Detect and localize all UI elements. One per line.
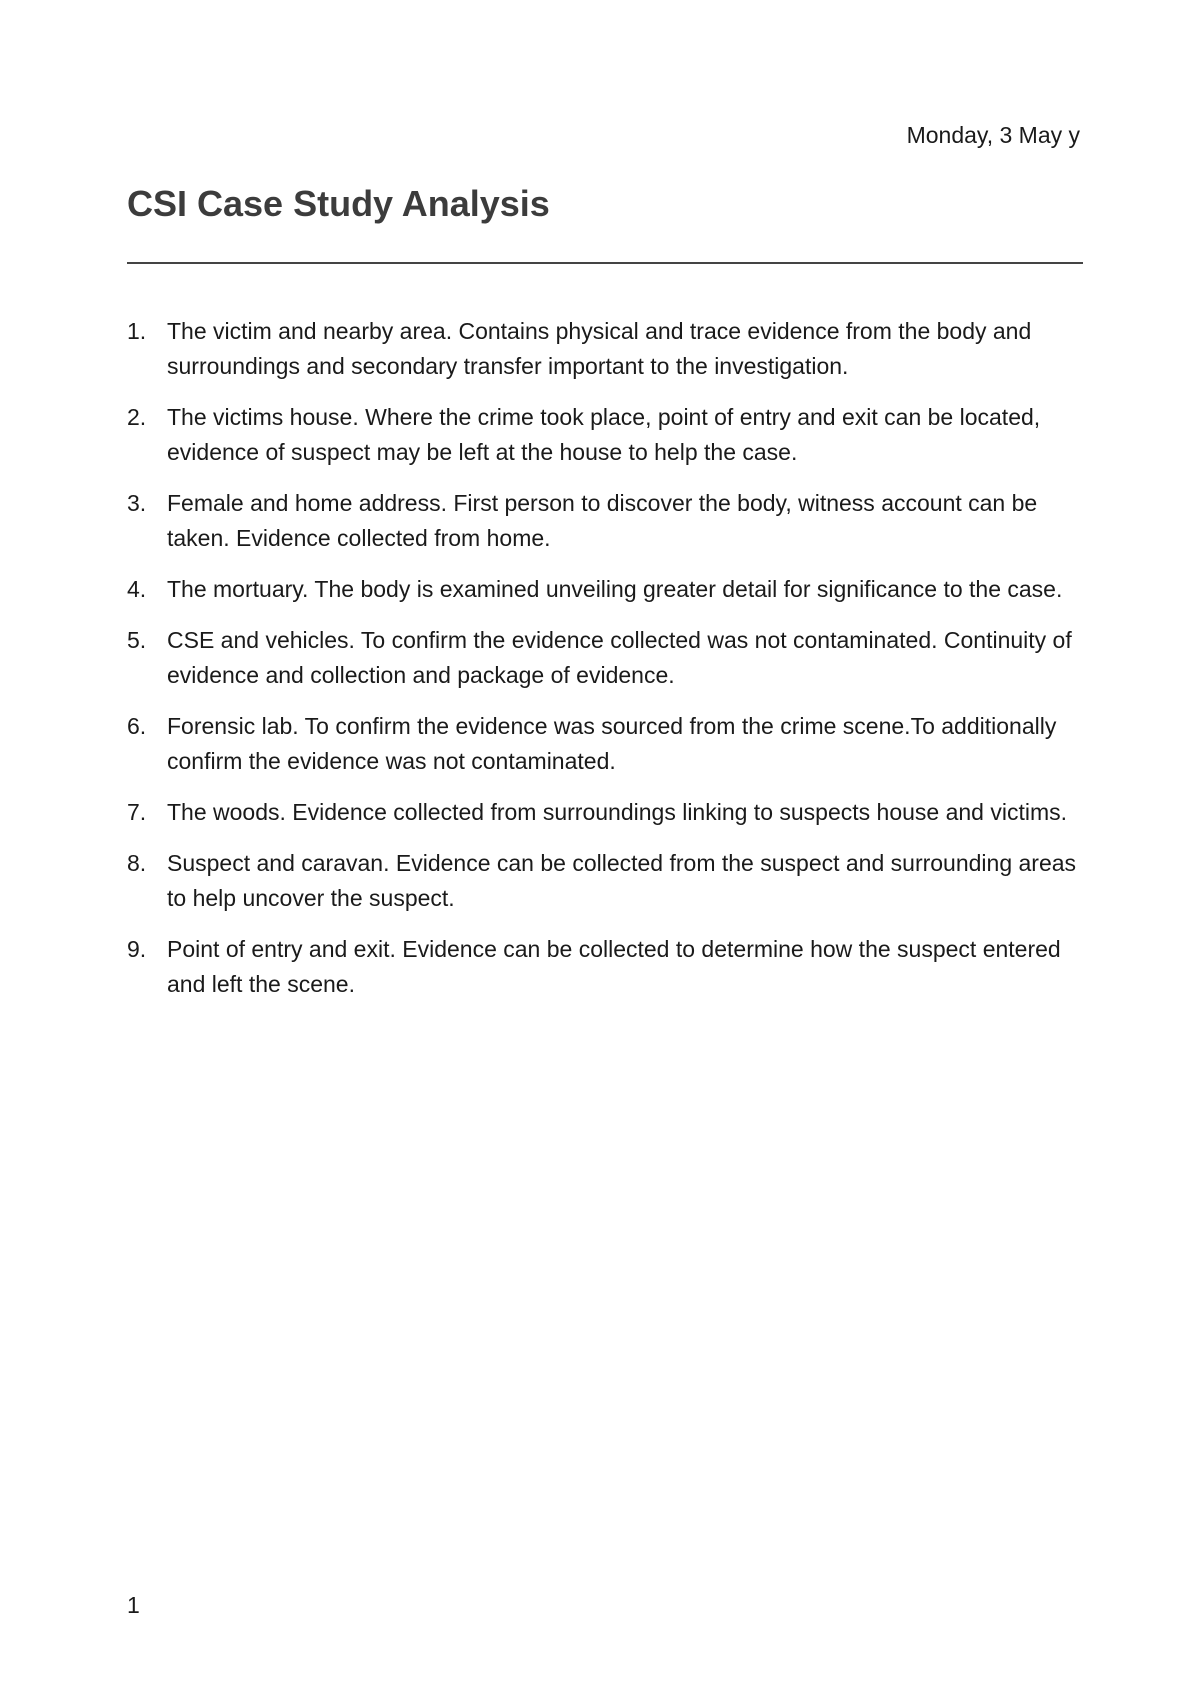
list-item-number: 2. [127,404,147,430]
document-title: CSI Case Study Analysis [127,183,550,224]
list-item [127,400,1087,470]
list-item-text: The woods. Evidence collected from surroundings linking to suspects house and victims. [167,799,1068,825]
list-item-text: The victim and nearby area. Contains physical and trace evidence from the body and surroundings and secondary transfer important to the investigation. [167,318,1032,379]
list-item [127,846,1087,916]
list-item-text: Point of entry and exit. Evidence can be collected to determine how the suspect entered and left the scene. [167,936,1061,997]
list-item-number: 6. [127,713,147,739]
list-item [127,314,1087,384]
list-item-number: 4. [127,576,147,602]
list-item-number: 9. [127,936,147,962]
list-item [127,486,1087,556]
title-divider [127,262,1083,264]
list-item [127,572,1087,607]
list-item [127,932,1087,1002]
list-item-number: 8. [127,850,147,876]
list-item-text: The mortuary. The body is examined unveiling greater detail for significance to the case. [167,576,1063,602]
list-item-text: Suspect and caravan. Evidence can be collected from the suspect and surrounding areas to help uncover the suspect. [167,850,1077,911]
list-item-number: 5. [127,627,147,653]
page-number: 1 [127,1592,140,1618]
list-item-text: Forensic lab. To confirm the evidence was sourced from the crime scene.To additionally confirm the evidence was not contaminated. [167,713,1057,774]
numbered-list [127,314,1087,1018]
list-item-text: CSE and vehicles. To confirm the evidence collected was not contaminated. Continuity of evidence and collection and package of evidence. [167,627,1072,688]
document-date: Monday, 3 May y [906,122,1080,148]
list-item [127,709,1087,779]
list-item [127,795,1087,830]
list-item-number: 3. [127,490,147,516]
list-item-number: 7. [127,799,147,825]
list-item-text: Female and home address. First person to discover the body, witness account can be taken. Evidence collected from home. [167,490,1038,551]
list-item [127,623,1087,693]
list-item-number: 1. [127,318,147,344]
list-item-text: The victims house. Where the crime took place, point of entry and exit can be located, evidence of suspect may be left at the house to help the case. [167,404,1041,465]
